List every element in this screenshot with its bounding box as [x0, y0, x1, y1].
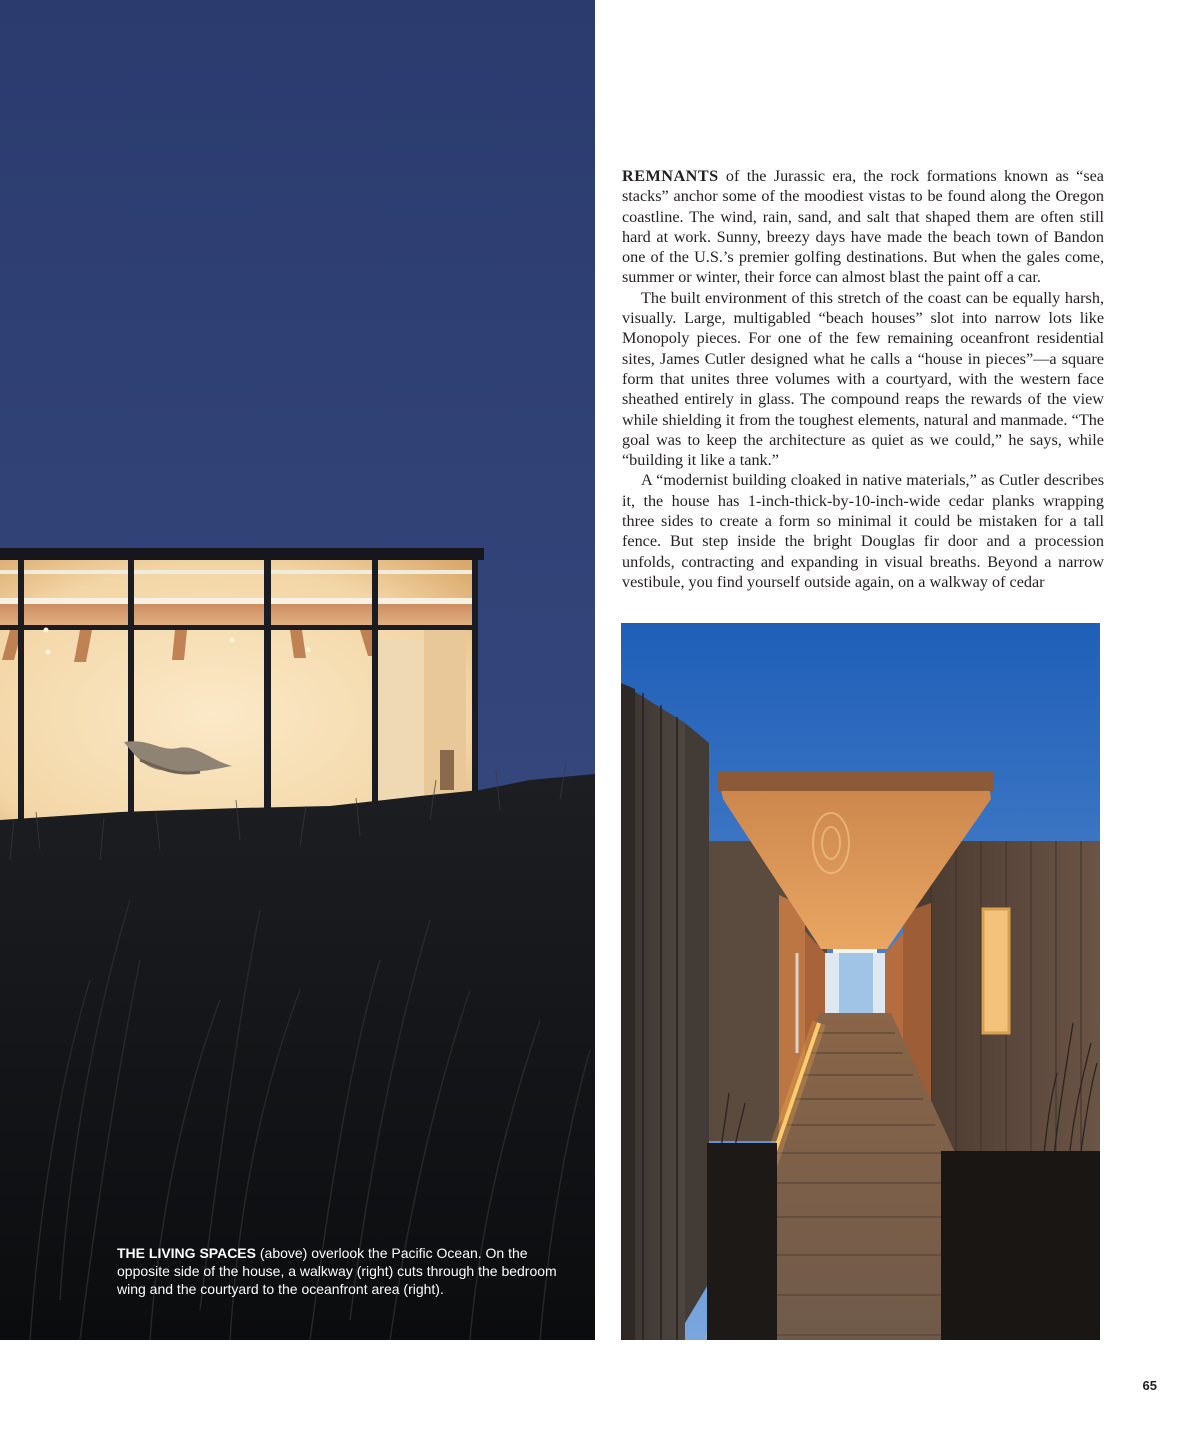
caption-lead: THE LIVING SPACES: [117, 1245, 256, 1261]
photo-caption: [117, 1244, 557, 1298]
caption-text: (above) overlook the Pacific Ocean. On the opposite side of the house, a walkway (right) cuts through the bedroom wing and the courtyard to the oceanfront area (right).: [117, 1245, 557, 1297]
lead-in: REMNANTS: [622, 167, 719, 185]
page-number: 65: [1142, 1378, 1157, 1393]
walkway-photo: [621, 623, 1100, 1340]
article-paragraph: A “modernist building cloaked in native materials,” as Cutler describes it, the house has 1-inch-thick-by-10-inch-wide cedar planks wrapping three sides to create a form so minimal it could be mistaken for a tall fence. But step inside the bright Douglas fir door and a procession unfolds, contracting and expanding in visual breaths. Beyond a narrow vestibule, you find yourself outside again, on a walkway of cedar: [622, 471, 1104, 591]
paragraph-1-text: of the Jurassic era, the rock formations known as “sea stacks” anchor some of the moodiest vistas to be found along the Oregon coastline. The wind, rain, sand, and salt that shaped them are often still hard at work. Sunny, breezy days have made the beach town of Bandon one of the U.S.’s premier golfing destinations. But when the gales come, summer or winter, their force can almost blast the paint off a car.: [622, 167, 1104, 287]
glass-house-illustration: [0, 0, 595, 1340]
article-paragraph: The built environment of this stretch of the coast can be equally harsh, visually. Large, multigabled “beach houses” slot into narrow lots like Monopoly pieces. For one of the few remaining oceanfront residential sites, James Cutler designed what he calls a “house in pieces”—a square form that unites three volumes with a courtyard, with the western face sheathed entirely in glass. The compound reaps the rewards of the view while shielding it from the toughest elements, natural and manmade. “The goal was to keep the architecture as quiet as we could,” he says, while “building it like a tank.”: [622, 288, 1104, 470]
article-paragraph: [622, 166, 1104, 288]
house-exterior-photo: [0, 0, 595, 1340]
cedar-walkway-illustration: [621, 623, 1100, 1340]
article-body: [622, 166, 1104, 592]
